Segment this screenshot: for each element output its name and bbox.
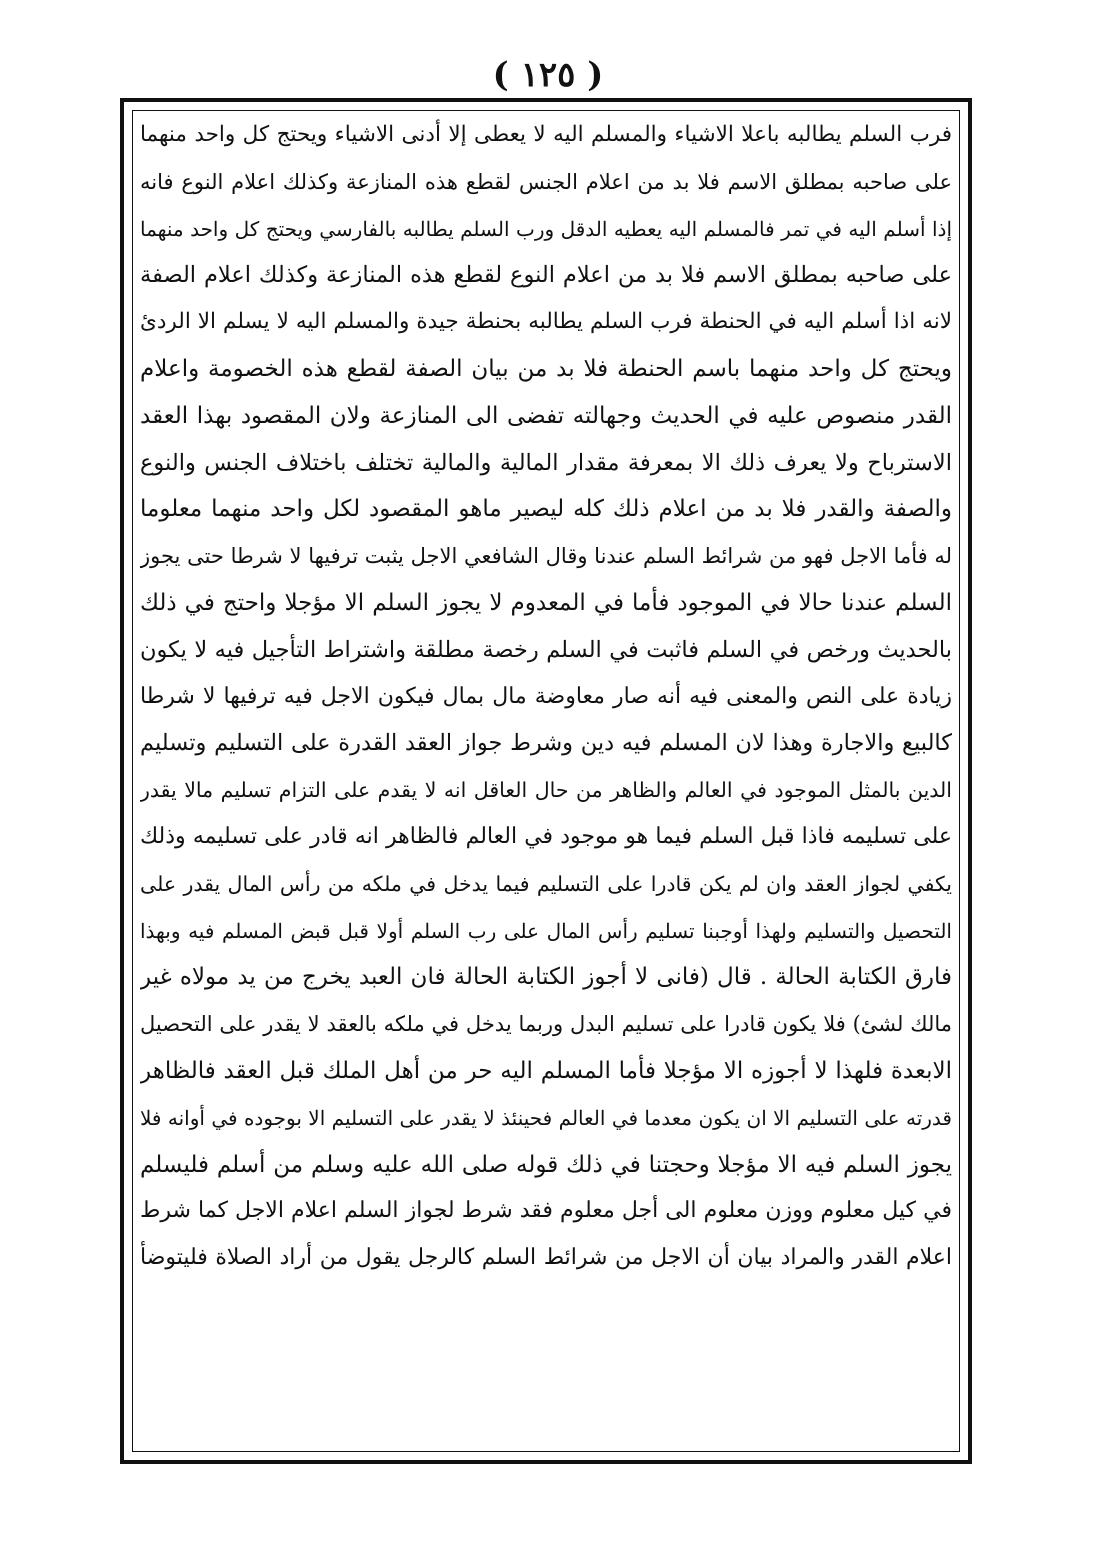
text-line-18: التحصيل والتسليم ولهذا أوجبنا تسليم رأس المال على رب السلم أولا قبل قبض المسلم فيه وبهذا <box>140 918 952 943</box>
text-line-6: ويحتج كل واحد منهما باسم الحنطة فلا بد من بيان الصفة لقطع هذه الخصومة واعلام <box>140 355 952 382</box>
text-line-13: زيادة على النص والمعنى فيه أنه صار معاوضة مال بمال فيكون الاجل فيه ترفيها لا شرطا <box>140 683 952 709</box>
text-line-8: الاسترباح ولا يعرف ذلك الا بمعرفة مقدار المالية والمالية تختلف باختلاف الجنس والنوع <box>140 449 952 476</box>
text-line-10: له فأما الاجل فهو من شرائط السلم عندنا وقال الشافعي الاجل يثبت ترفيها لا شرطا حتى يجوز <box>140 544 952 569</box>
text-line-5: لانه اذا أسلم اليه في الحنطة فرب السلم يطالبه بحنطة جيدة والمسلم اليه لا يسلم الا الردئ <box>140 309 952 335</box>
body-text <box>140 112 952 1282</box>
text-line-4: على صاحبه بمطلق الاسم فلا بد من اعلام النوع لقطع هذه المنازعة وكذلك اعلام الصفة <box>140 262 952 289</box>
text-line-23: يجوز السلم فيه الا مؤجلا وحجتنا في ذلك قوله صلى الله عليه وسلم من أسلم فليسلم <box>140 1151 952 1178</box>
text-line-9: والصفة والقدر فلا بد من اعلام ذلك كله ليصير ماهو المقصود لكل واحد منهما معلوما <box>140 496 952 523</box>
text-line-2: على صاحبه بمطلق الاسم فلا بد من اعلام الجنس لقطع هذه المنازعة وكذلك اعلام النوع فانه <box>140 169 952 194</box>
text-line-12: بالحديث ورخص في السلم فاثبت في السلم رخصة مطلقة واشتراط التأجيل فيه لا يكون <box>140 636 952 663</box>
text-line-24: في كيل معلوم ووزن معلوم الى أجل معلوم فقد شرط لجواز السلم اعلام الاجل كما شرط <box>140 1198 952 1224</box>
text-line-7: القدر منصوص عليه في الحديث وجهالته تفضى الى المنازعة ولان المقصود بهذا العقد <box>140 402 952 429</box>
text-line-14: كالبيع والاجارة وهذا لان المسلم فيه دين وشرط جواز العقد القدرة على التسليم وتسليم <box>140 730 952 757</box>
text-line-21: الابعدة فلهذا لا أجوزه الا مؤجلا فأما المسلم اليه حر من أهل الملك قبل العقد فالظاهر <box>140 1057 952 1084</box>
text-line-15: الدين بالمثل الموجود في العالم والظاهر من حال العاقل انه لا يقدم على التزام تسليم مالا يقدر <box>140 778 952 803</box>
text-line-20: مالك لشئ) فلا يكون قادرا على تسليم البدل وربما يدخل في ملكه بالعقد لا يقدر على التحصيل <box>140 1012 952 1037</box>
text-line-17: يكفي لجواز العقد وان لم يكن قادرا على التسليم فيما يدخل في ملكه من رأس المال يقدر على <box>140 871 952 896</box>
text-line-3: إذا أسلم اليه في تمر فالمسلم اليه يعطيه الدقل ورب السلم يطالبه بالفارسي ويحتج كل واحد منهما <box>140 216 952 241</box>
page-number: ( ١٢٥ ) <box>492 55 604 95</box>
text-line-22: قدرته على التسليم الا ان يكون معدما في العالم فحينئذ لا يقدر على التسليم الا بوجوده في أوانه فلا <box>140 1105 952 1130</box>
text-line-16: على تسليمه فاذا قبل السلم فيما هو موجود في العالم فالظاهر انه قادر على تسليمه وذلك <box>140 823 952 849</box>
text-line-1: فرب السلم يطالبه باعلا الاشياء والمسلم اليه لا يعطى إلا أدنى الاشياء ويحتج كل واحد منهما <box>140 122 952 147</box>
text-line-11: السلم عندنا حالا في الموجود فأما في المعدوم لا يجوز السلم الا مؤجلا واحتج في ذلك <box>140 589 952 616</box>
text-line-19: فارق الكتابة الحالة . قال (فانى لا أجوز الكتابة الحالة فان العبد يخرج من يد مولاه غير <box>140 964 952 991</box>
text-line-25: اعلام القدر والمراد بيان أن الاجل من شرائط السلم كالرجل يقول من أراد الصلاة فليتوضأ <box>140 1245 952 1271</box>
